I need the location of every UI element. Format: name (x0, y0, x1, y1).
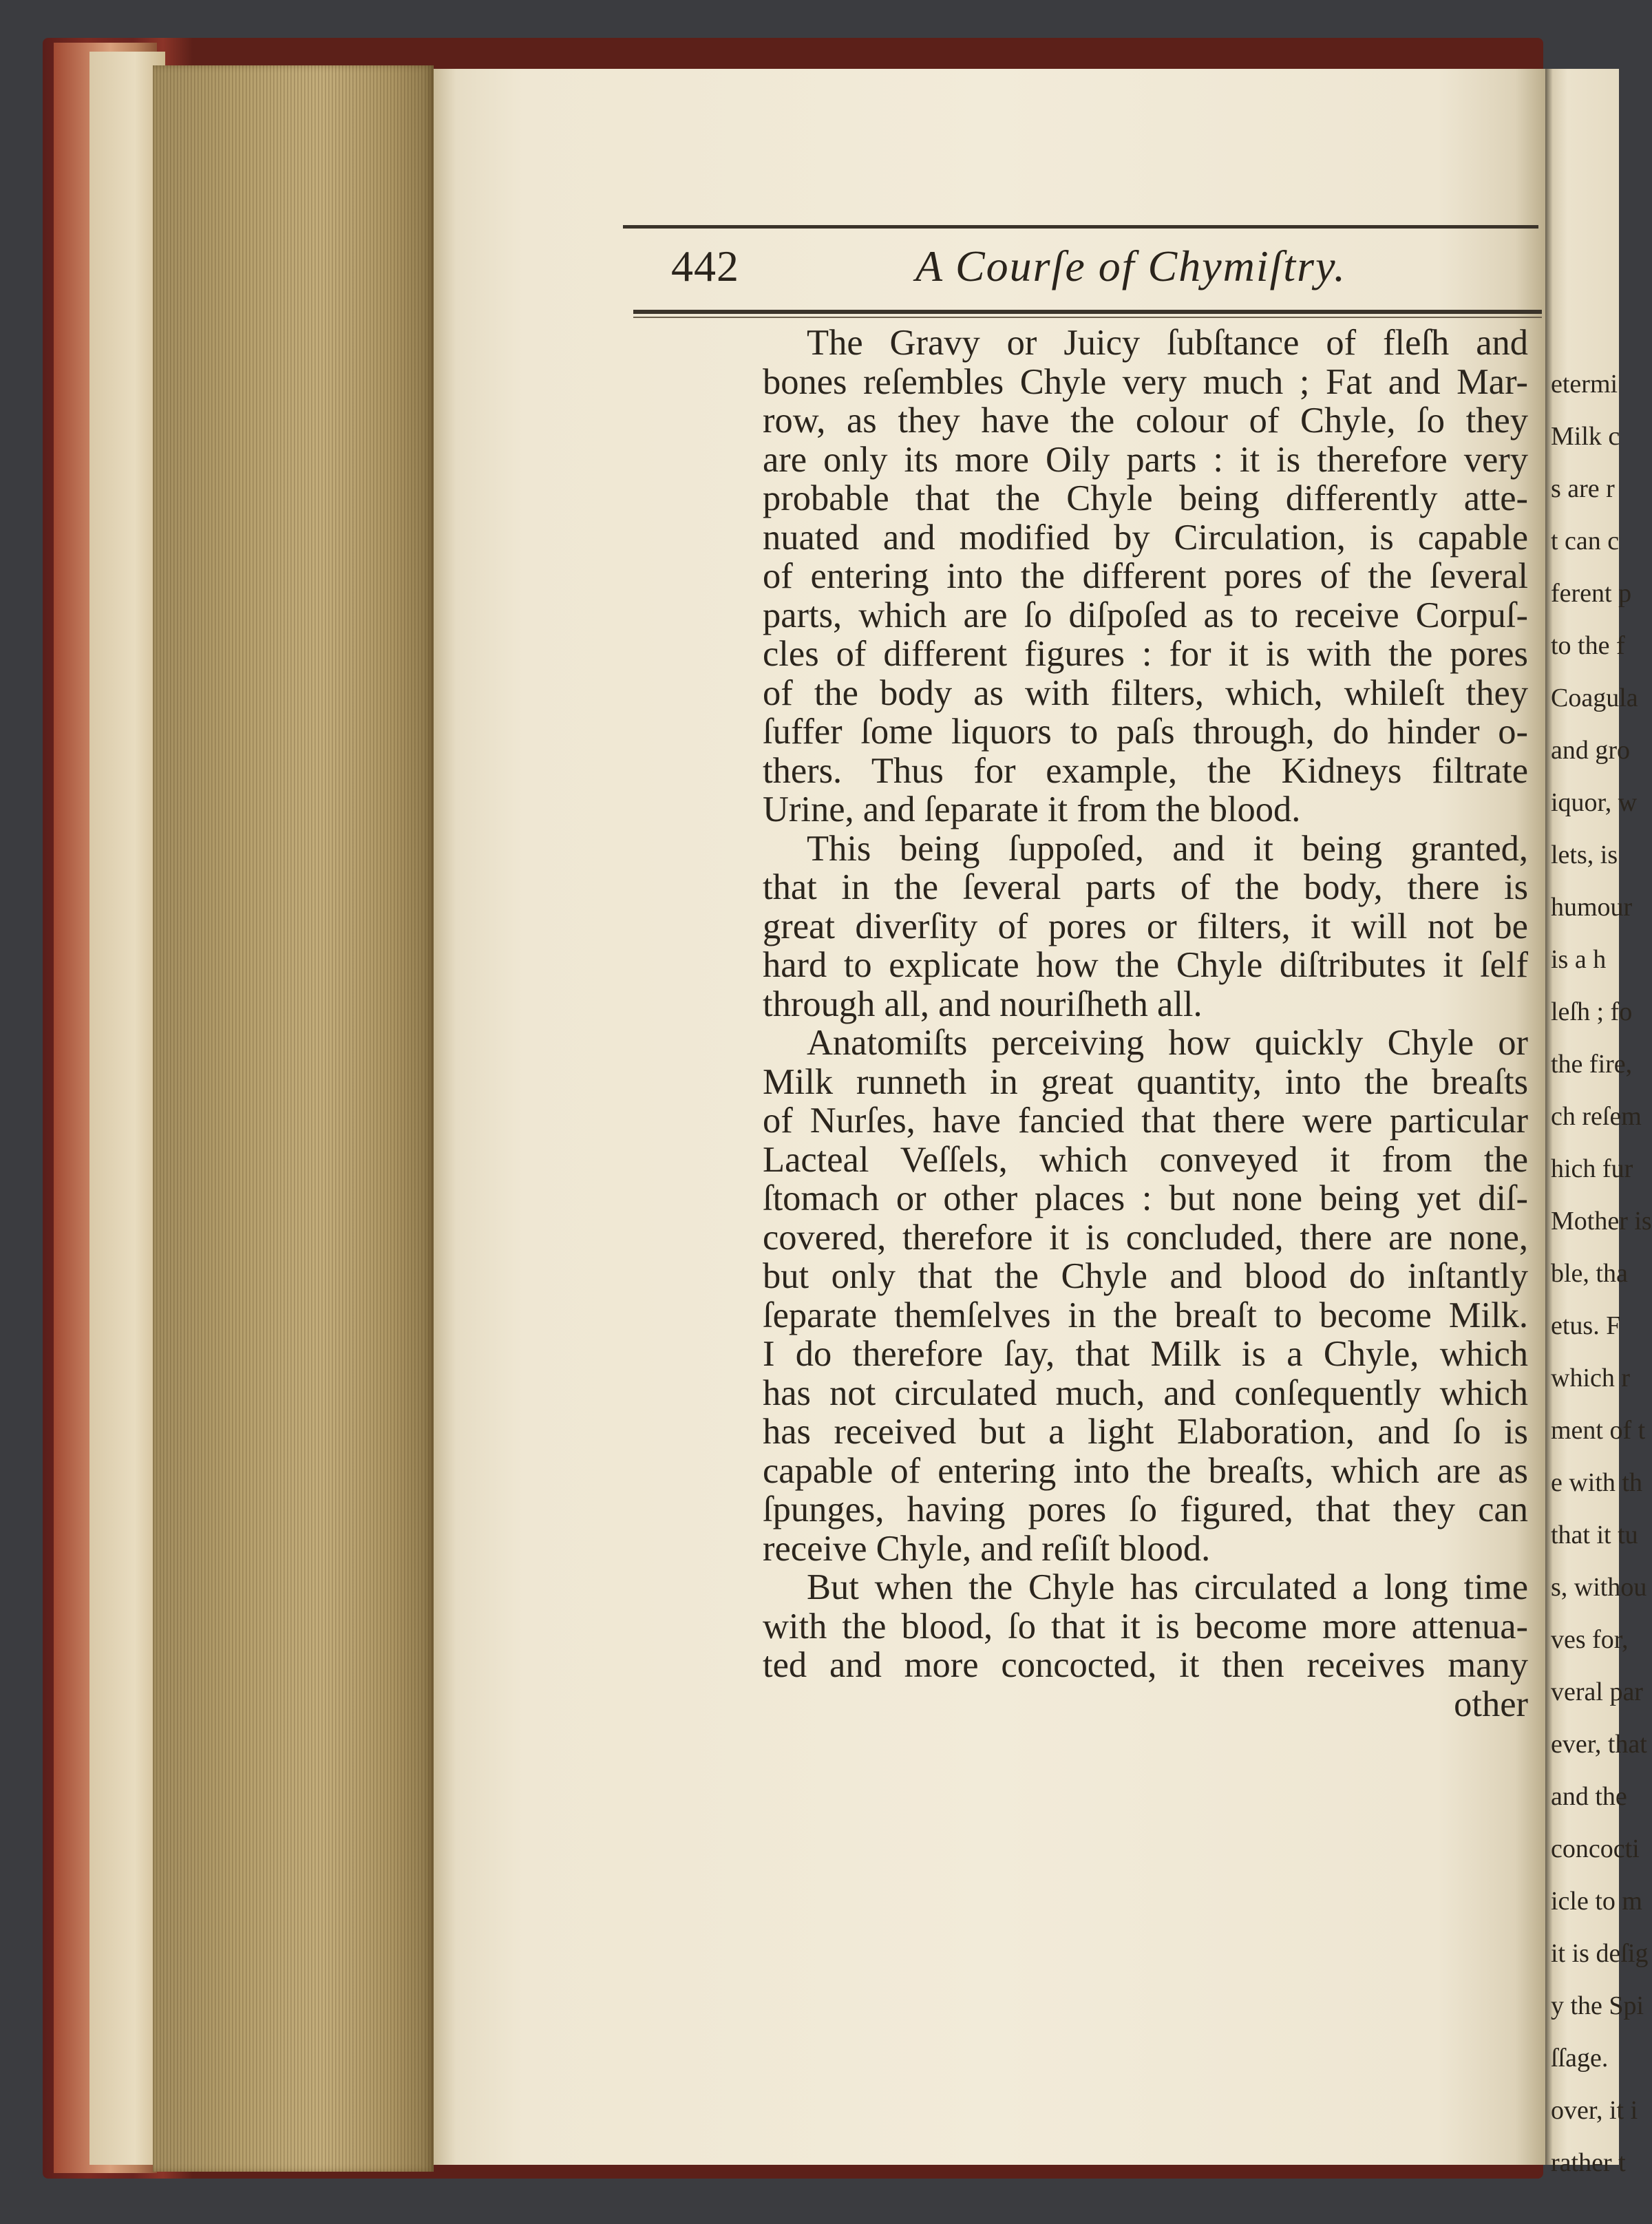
facing-page-line: humour (1551, 893, 1633, 922)
facing-page-line: to the f (1551, 631, 1625, 660)
text-line: thers. Thus for example, the Kidneys filtrate (763, 750, 1528, 791)
facing-page-line: hich fur (1551, 1154, 1633, 1183)
facing-page-line: s, withou (1551, 1573, 1647, 1602)
text-line: hard to explicate how the Chyle diſtributes it ſelf (763, 945, 1528, 985)
facing-page-line: ever, that (1551, 1730, 1647, 1759)
facing-page-line: over, it i (1551, 2096, 1638, 2125)
facing-page-line: ves for, (1551, 1625, 1629, 1654)
text-line: with the blood, ſo that it is become more attenua- (763, 1606, 1528, 1646)
text-line: But when the Chyle has circulated a long time (807, 1567, 1528, 1607)
facing-page-line: ment of t (1551, 1416, 1646, 1445)
text-line: This being ſuppoſed, and it being granted, (807, 828, 1528, 869)
text-line: ſeparate themſelves in the breaſt to become Milk. (763, 1295, 1528, 1335)
facing-page-line: s are r (1551, 474, 1615, 503)
text-line: ted and more concocted, it then receives many (763, 1645, 1528, 1685)
text-line: of Nurſes, have fancied that there were particular (763, 1101, 1528, 1141)
facing-page-line: the fire, (1551, 1050, 1633, 1079)
text-line: covered, therefore it is concluded, there are none, (763, 1217, 1528, 1258)
page-number: 442 (671, 242, 739, 290)
header-rule-bottom (633, 310, 1542, 314)
text-line: has not circulated much, and conſequently which (763, 1373, 1528, 1413)
facing-page-line: ble, tha (1551, 1259, 1628, 1288)
facing-page-line: and gro (1551, 736, 1631, 765)
text-line: great diverſity of pores or filters, it will not be (763, 906, 1528, 946)
text-line: cles of different figures : for it is with the pores (763, 634, 1528, 674)
text-line: Lacteal Veſſels, which conveyed it from the (763, 1139, 1528, 1180)
facing-page-line: iquor, w (1551, 788, 1638, 817)
facing-page-line: rather t (1551, 2148, 1626, 2177)
text-line: ſuffer ſome liquors to paſs through, do hinder o- (763, 712, 1528, 752)
facing-page-line: that it tu (1551, 1521, 1638, 1549)
text-line: but only that the Chyle and blood do inſtantly (763, 1256, 1528, 1296)
text-line: that in the ſeveral parts of the body, there is (763, 867, 1528, 907)
text-line: other (1454, 1684, 1528, 1724)
facing-page-line: etermi (1551, 370, 1618, 399)
text-line: The Gravy or Juicy ſubſtance of fleſh and (807, 323, 1528, 363)
text-line: capable of entering into the breaſts, which are as (763, 1450, 1528, 1491)
text-line: Anatomiſts perceiving how quickly Chyle or (807, 1023, 1528, 1063)
text-line: row, as they have the colour of Chyle, ſo they (763, 401, 1528, 441)
facing-page-line: e with th (1551, 1468, 1642, 1497)
text-line: of entering into the different pores of the ſeveral (763, 556, 1528, 596)
facing-page-line: etus. F (1551, 1311, 1621, 1340)
facing-page-line: it is deſig (1551, 1939, 1649, 1968)
text-line: parts, which are ſo diſpoſed as to receive Corpuſ- (763, 595, 1528, 635)
facing-page-line: veral par (1551, 1677, 1643, 1706)
facing-page-line: which r (1551, 1364, 1631, 1392)
facing-page-line: Coagula (1551, 684, 1638, 712)
facing-page-line: t can c (1551, 527, 1620, 555)
text-line: bones reſembles Chyle very much ; Fat and Mar- (763, 361, 1528, 402)
facing-page-line: Milk c (1551, 422, 1620, 451)
facing-page-line: ch reſem (1551, 1102, 1642, 1131)
running-head: A Courſe of Chymiſtry. (915, 242, 1346, 290)
text-line: ſtomach or other places : but none being yet diſ- (763, 1178, 1528, 1218)
facing-page-text (1545, 358, 1652, 2189)
header-rule-bottom-thin (633, 317, 1542, 318)
text-line: are only its more Oily parts : it is therefore very (763, 439, 1528, 480)
text-line: receive Chyle, and reſiſt blood. (763, 1528, 1211, 1569)
header-rule-top (623, 225, 1538, 229)
page-block-edge (153, 65, 434, 2172)
facing-page-line: leſh ; fo (1551, 997, 1633, 1026)
facing-page-line: ferent p (1551, 579, 1632, 608)
text-line: of the body as with filters, which, whileſt they (763, 673, 1528, 713)
facing-page-line: icle to m (1551, 1887, 1642, 1916)
facing-page-line: concocti (1551, 1834, 1640, 1863)
text-line: nuated and modified by Circulation, is capable (763, 517, 1528, 558)
text-line: I do therefore ſay, that Milk is a Chyle, which (763, 1334, 1528, 1374)
facing-page-line: and the (1551, 1782, 1627, 1811)
text-line: has received but a light Elaboration, and ſo is (763, 1412, 1528, 1452)
text-line: Milk runneth in great quantity, into the breaſts (763, 1061, 1528, 1102)
text-line: through all, and nouriſheth all. (763, 984, 1203, 1024)
text-line: ſpunges, having pores ſo figured, that they can (763, 1490, 1528, 1529)
text-line: Urine, and ſeparate it from the blood. (763, 790, 1301, 829)
facing-page-line: y the Spi (1551, 1991, 1644, 2020)
facing-page-line: ſſage. (1551, 2044, 1609, 2073)
facing-page (1545, 69, 1652, 2177)
facing-page-line: Mother is (1551, 1207, 1652, 1236)
facing-page-line: is a h (1551, 945, 1607, 974)
text-line: probable that the Chyle being differently atte- (763, 478, 1528, 518)
facing-page-line: lets, is (1551, 840, 1618, 869)
body-text (763, 324, 1528, 1724)
